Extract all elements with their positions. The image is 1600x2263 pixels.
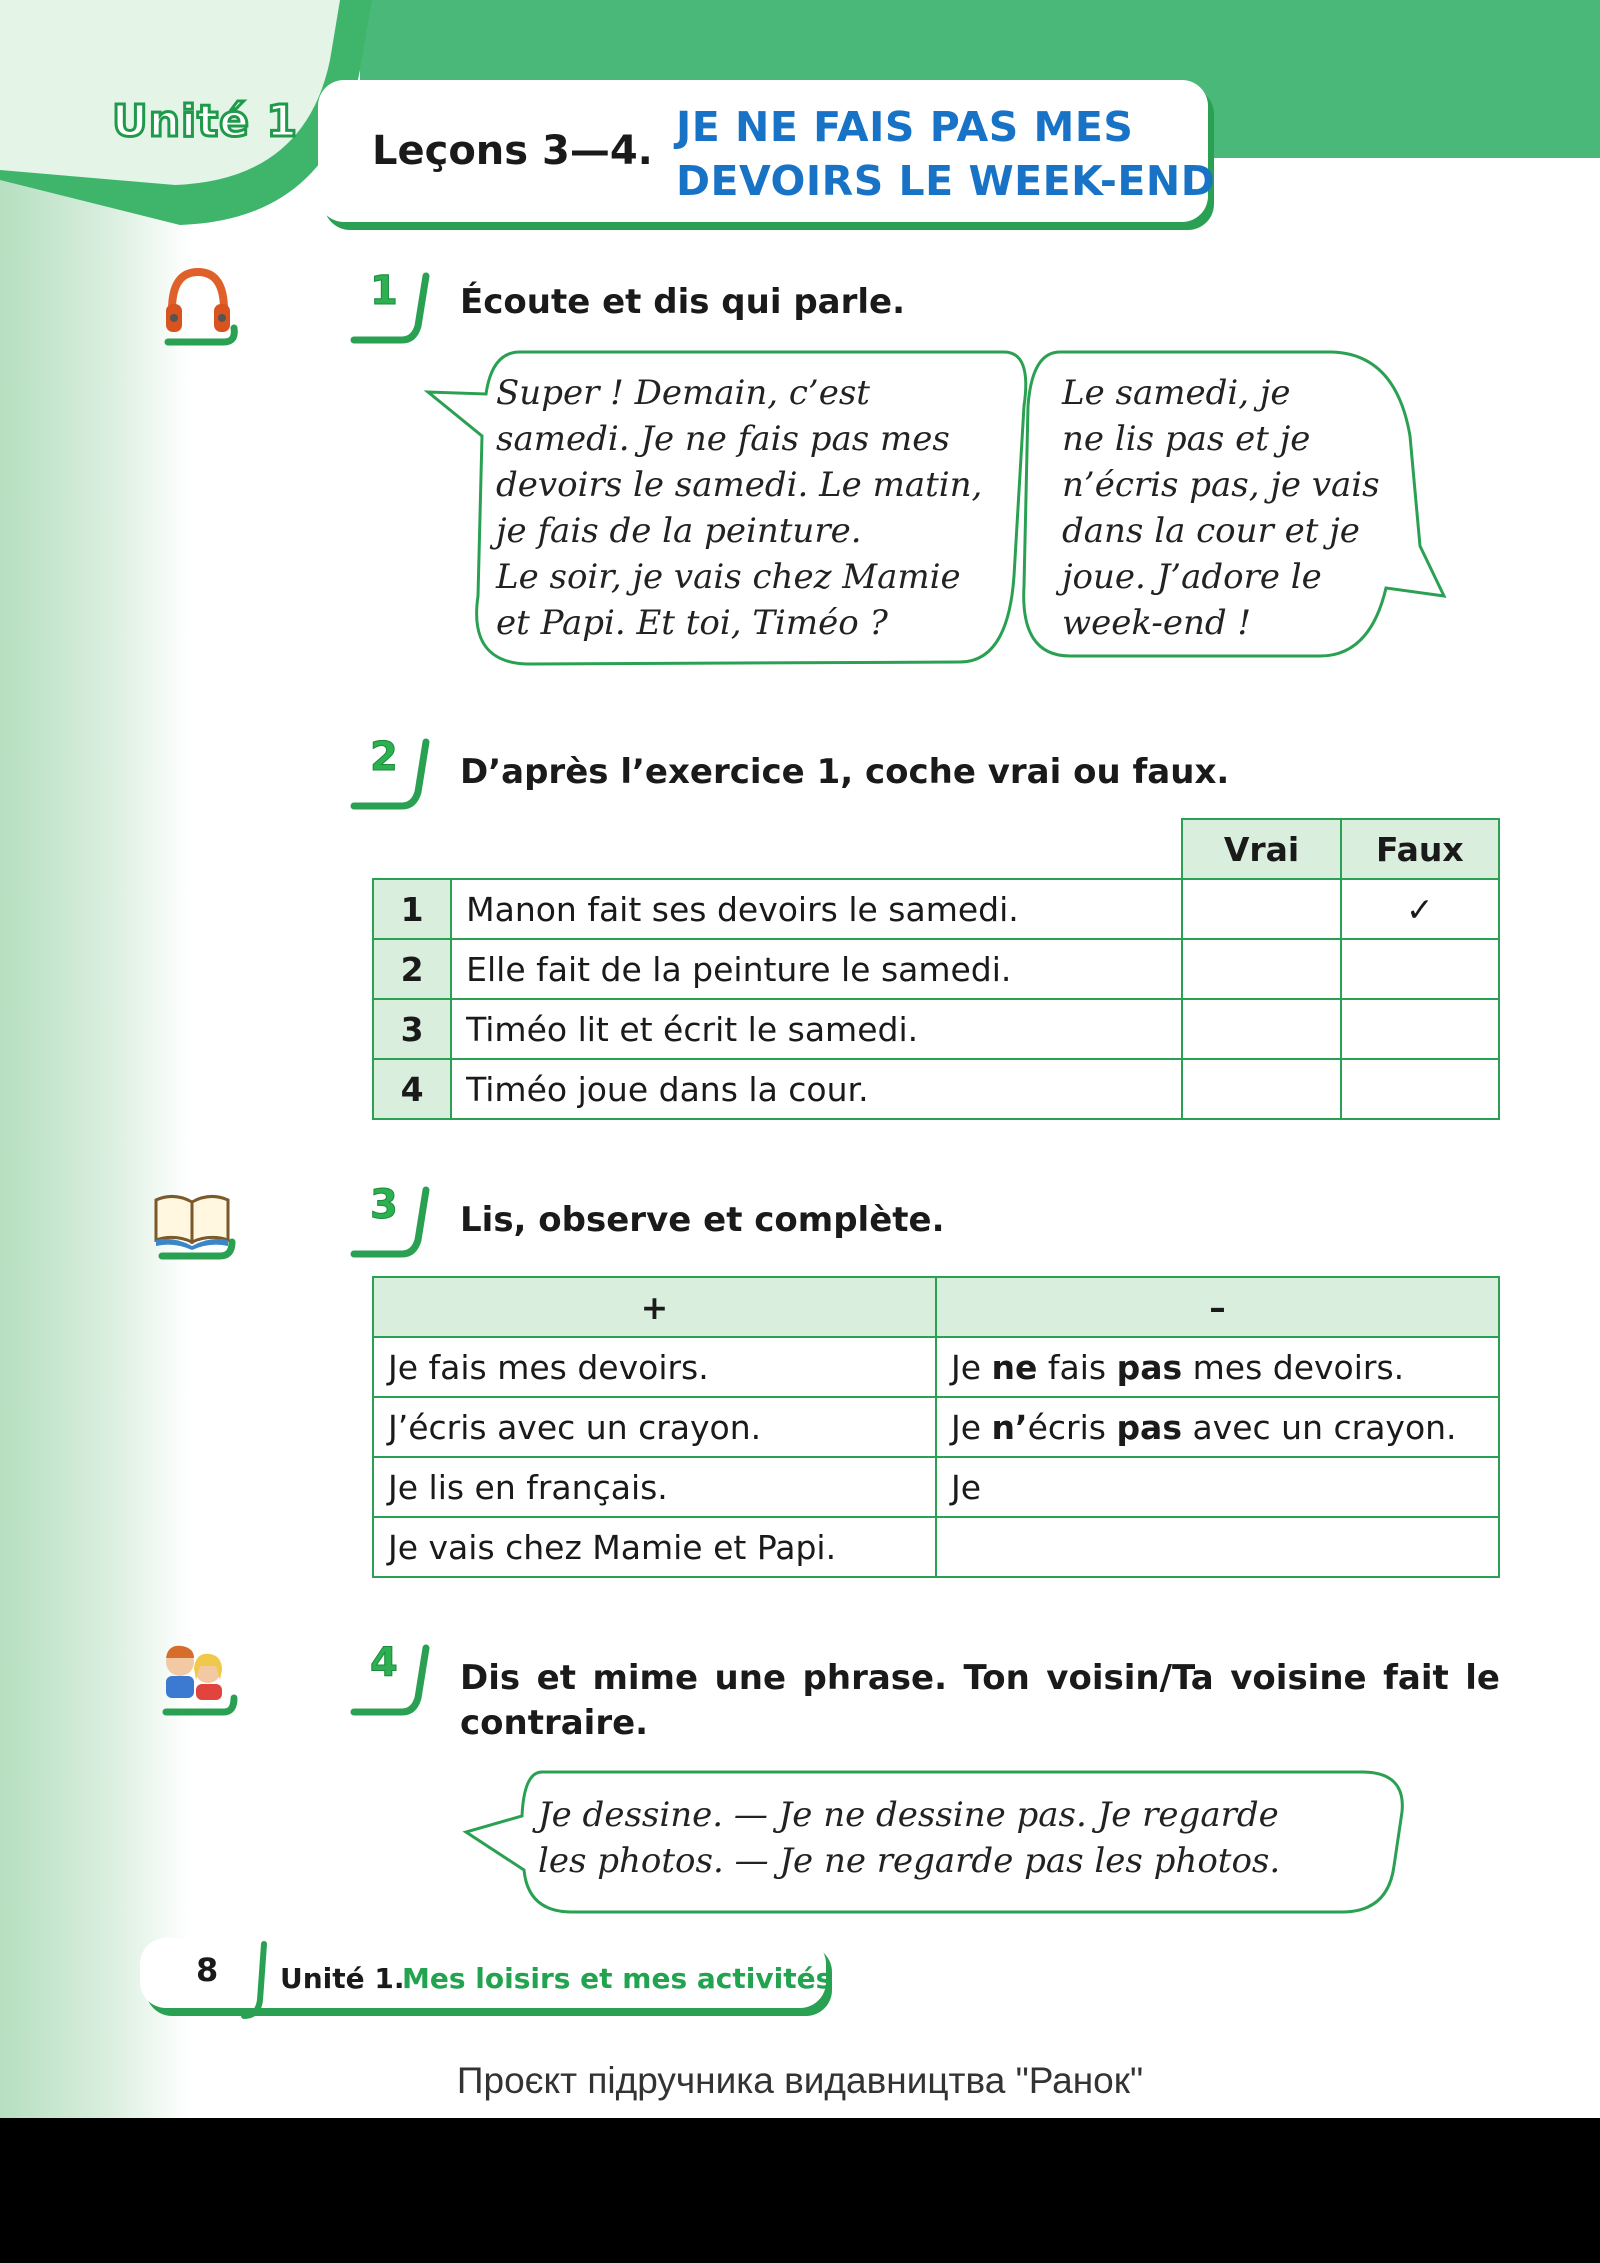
empty-corner	[451, 819, 1182, 879]
exercise-4-title	[460, 1656, 1500, 1746]
headphones-icon	[158, 262, 238, 346]
exercise-2-title: D’après l’exercice 1, coche vrai ou faux.	[460, 752, 1230, 792]
affirmative-sentence: Je lis en français.	[373, 1457, 936, 1517]
exercise-number-2: 2	[370, 734, 398, 780]
negative-sentence[interactable]	[936, 1517, 1499, 1577]
checkbox-faux[interactable]	[1341, 939, 1499, 999]
row-number: 3	[373, 999, 451, 1059]
page-number: 8	[196, 1951, 219, 1989]
bubble-line: dans la cour et je	[1062, 511, 1360, 551]
statement: Manon fait ses devoirs le samedi.	[451, 879, 1182, 939]
table-row	[373, 1457, 1499, 1517]
row-number: 2	[373, 939, 451, 999]
bubble-line: je fais de la peinture.	[496, 511, 862, 551]
bubble-line: week-end !	[1062, 603, 1252, 643]
pair-of-children-icon	[154, 1636, 240, 1720]
table-row	[373, 879, 1499, 939]
column-header-faux: Faux	[1341, 819, 1499, 879]
negation-table	[372, 1276, 1500, 1578]
lesson-title-line2: DEVOIRS LE WEEK-END	[676, 157, 1216, 205]
column-header-minus: –	[936, 1277, 1499, 1337]
affirmative-sentence: Je vais chez Mamie et Papi.	[373, 1517, 936, 1577]
bubble-line: devoirs le samedi. Le matin,	[496, 465, 983, 505]
bubble-line: n’écris pas, je vais	[1062, 465, 1380, 505]
bubble-line: Je dessine. — Je ne dessine pas. Je regarde	[538, 1795, 1279, 1835]
footer-unit: Unité 1.	[280, 1962, 405, 1995]
lesson-title-line1: JE NE FAIS PAS MES	[676, 103, 1134, 151]
unit-label: Unité 1	[112, 96, 298, 147]
negative-sentence: Je n’écris pas avec un crayon.	[936, 1397, 1499, 1457]
table-row	[373, 1337, 1499, 1397]
example-dialogue	[538, 1792, 1280, 1884]
exercise-4-title-line1: Dis et mime une phrase. Ton voisin/Ta voisine fait le	[460, 1658, 1500, 1698]
bubble-line: les photos. — Je ne regarde pas les photos.	[538, 1841, 1281, 1881]
column-header-plus: +	[373, 1277, 936, 1337]
checkbox-vrai[interactable]	[1182, 999, 1340, 1059]
footer-subject: Mes loisirs et mes activités	[402, 1962, 833, 1995]
checkbox-faux[interactable]	[1341, 1059, 1499, 1119]
bubble-line: Le samedi, je	[1062, 373, 1291, 413]
bubble-line: ne lis pas et je	[1062, 419, 1311, 459]
checkbox-vrai[interactable]	[1182, 1059, 1340, 1119]
open-book-icon	[152, 1186, 238, 1264]
checkbox-faux[interactable]: ✓	[1341, 879, 1499, 939]
row-number: 4	[373, 1059, 451, 1119]
exercise-4-title-line2: contraire.	[460, 1703, 649, 1743]
speech-bubble-right	[1062, 370, 1380, 646]
exercise-badge	[348, 268, 430, 350]
column-header-vrai: Vrai	[1182, 819, 1340, 879]
checkbox-vrai[interactable]	[1182, 939, 1340, 999]
table-row	[373, 1397, 1499, 1457]
bubble-line: Super ! Demain, c’est	[496, 373, 870, 413]
bubble-line: Le soir, je vais chez Mamie	[496, 557, 961, 597]
exercise-badge	[348, 734, 430, 816]
bubble-line: joue. J’adore le	[1062, 557, 1322, 597]
checkbox-vrai[interactable]	[1182, 879, 1340, 939]
statement: Timéo joue dans la cour.	[451, 1059, 1182, 1119]
exercise-number-4: 4	[370, 1640, 398, 1686]
exercise-number-3: 3	[370, 1182, 398, 1228]
exercise-1-title: Écoute et dis qui parle.	[460, 282, 906, 322]
publisher-note: Проєкт підручника видавництва "Ранок"	[456, 2060, 1144, 2101]
exercise-badge	[348, 1182, 430, 1264]
affirmative-sentence: J’écris avec un crayon.	[373, 1397, 936, 1457]
exercise-3-title: Lis, observe et complète.	[460, 1200, 945, 1240]
exercise-badge	[348, 1640, 430, 1722]
lesson-title	[676, 100, 1215, 208]
negative-sentence: Je ne fais pas mes devoirs.	[936, 1337, 1499, 1397]
bubble-line: samedi. Je ne fais pas mes	[496, 419, 950, 459]
lesson-label: Leçons 3—4.	[372, 128, 653, 174]
checkbox-faux[interactable]	[1341, 999, 1499, 1059]
footer-divider	[238, 1940, 268, 2020]
table-row	[373, 939, 1499, 999]
true-false-table	[372, 818, 1500, 1120]
table-row	[373, 1517, 1499, 1577]
speech-bubble-left	[496, 370, 982, 646]
table-row	[373, 999, 1499, 1059]
bubble-line: et Papi. Et toi, Timéo ?	[496, 603, 888, 643]
row-number: 1	[373, 879, 451, 939]
statement: Elle fait de la peinture le samedi.	[451, 939, 1182, 999]
statement: Timéo lit et écrit le samedi.	[451, 999, 1182, 1059]
empty-corner	[373, 819, 451, 879]
exercise-number-1: 1	[370, 268, 398, 314]
table-row	[373, 1059, 1499, 1119]
negative-sentence[interactable]: Je	[936, 1457, 1499, 1517]
affirmative-sentence: Je fais mes devoirs.	[373, 1337, 936, 1397]
